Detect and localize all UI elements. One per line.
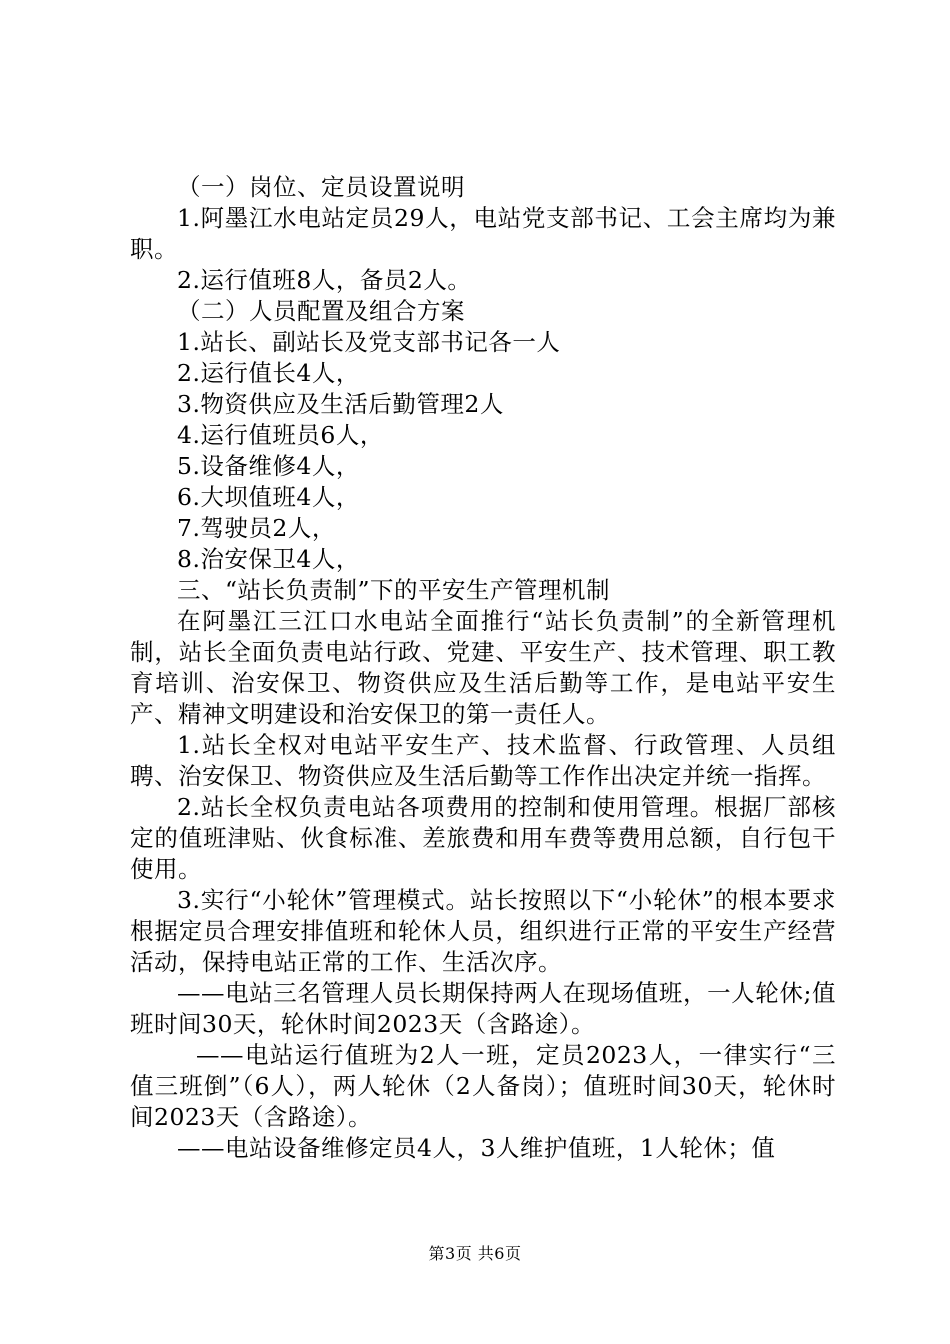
document-body (130, 172, 836, 1164)
paragraph: 1.站长全权对电站平安生产、技术监督、行政管理、人员组聘、治安保卫、物资供应及生活后勤等工作作出决定并统一指挥。 (130, 731, 836, 790)
page-number-footer: 第3页 共6页 (428, 1244, 522, 1263)
paragraph: 3.实行“小轮休”管理模式。站长按照以下“小轮休”的根本要求根据定员合理安排值班和轮休人员，组织进行正常的平安生产经营活动，保持电站正常的工作、生活次序。 (130, 886, 836, 976)
paragraph: 2.运行值班8人，备员2人。 (177, 266, 472, 294)
paragraph: ——电站设备维修定员4人，3人维护值班，1人轮休；值 (177, 1134, 776, 1162)
list-item: 7.驾驶员2人， (177, 514, 336, 542)
list-item: 6.大坝值班4人， (177, 483, 360, 511)
list-item: 4.运行值班员6人， (177, 421, 384, 449)
paragraph: 1.阿墨江水电站定员29人，电站党支部书记、工会主席均为兼职。 (130, 204, 836, 263)
paragraph: ——电站三名管理人员长期保持两人在现场值班，一人轮休;值班时间30天，轮休时间2023天（含路途）。 (130, 979, 836, 1038)
list-item: 2.运行值长4人， (177, 359, 360, 387)
list-item: 1.站长、副站长及党支部书记各一人 (177, 328, 561, 356)
list-item: 3.物资供应及生活后勤管理2人 (177, 390, 504, 418)
paragraph: 2.站长全权负责电站各项费用的控制和使用管理。根据厂部核定的值班津贴、伙食标准、差旅费和用车费等费用总额，自行包干使用。 (130, 793, 836, 883)
paragraph: 在阿墨江三江口水电站全面推行“站长负责制”的全新管理机制，站长全面负责电站行政、党建、平安生产、技术管理、职工教育培训、治安保卫、物资供应及生活后勤等工作，是电站平安生产、精神文明建设和治安保卫的第一责任人。 (130, 607, 836, 728)
section-heading-staffing: （二）人员配置及组合方案 (177, 297, 465, 325)
section-heading-posts: （一）岗位、定员设置说明 (177, 173, 465, 201)
list-item: 8.治安保卫4人， (177, 545, 360, 573)
list-item: 5.设备维修4人， (177, 452, 360, 480)
section-heading-mechanism: 三、“站长负责制”下的平安生产管理机制 (177, 576, 611, 604)
paragraph: ——电站运行值班为2人一班，定员2023人，一律实行“三值三班倒”（6人），两人轮休（2人备岗）；值班时间30天，轮休时间2023天（含路途）。 (130, 1041, 836, 1131)
